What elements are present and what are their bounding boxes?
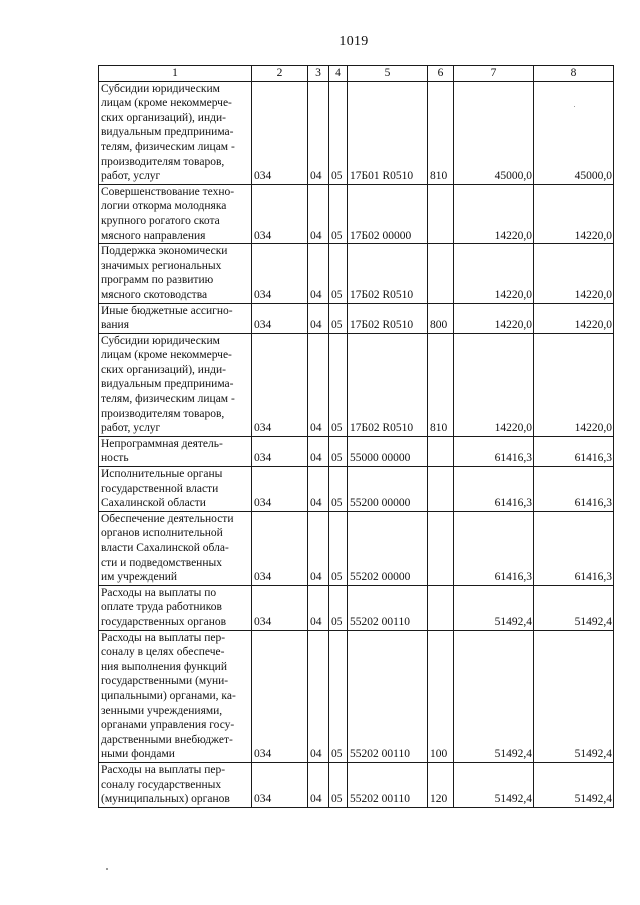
row-name-line: (муниципальных) органов [101,793,230,806]
row-name-cell [99,303,252,333]
section-code-cell: 04 [308,184,329,243]
row-name-line: значимых региональных [101,259,222,272]
target-article-cell: 55202 00110 [348,585,428,630]
amount-total-cell: 14220,0 [534,303,614,333]
ministry-code-cell: 034 [252,303,308,333]
row-name-line: Совершенствование техно- [101,185,235,198]
table-row [99,436,614,466]
amount-cell: 14220,0 [454,303,534,333]
section-code-cell: 04 [308,511,329,585]
target-article-cell: 55202 00000 [348,511,428,585]
row-name-line: Непрограммная деятель- [101,437,223,450]
row-name-line: работ, услуг [101,170,161,183]
table-row [99,467,614,512]
row-name-cell [99,762,252,807]
table-body [99,81,614,807]
expense-type-cell [428,467,454,512]
target-article-cell: 17Б02 R0510 [348,303,428,333]
table-row [99,630,614,762]
ministry-code-cell: 034 [252,467,308,512]
table-row [99,81,614,184]
row-name-line: Сахалинской области [101,497,206,510]
target-article-cell: 17Б02 R0510 [348,244,428,303]
ministry-code-cell: 034 [252,511,308,585]
amount-total-cell: 14220,0 [534,184,614,243]
subsection-code-cell: 05 [329,436,348,466]
table-row [99,303,614,333]
amount-cell: 14220,0 [454,184,534,243]
row-name-line: соналу в целях обеспече- [101,646,225,659]
row-name-line: органами управления госу- [101,719,235,732]
target-article-cell: 55202 00110 [348,762,428,807]
page-number: 1019 [339,34,369,49]
row-name-line: ских организаций), инди- [101,363,226,376]
target-article-cell: 55000 00000 [348,436,428,466]
amount-cell: 45000,0 [454,81,534,184]
row-name-cell [99,630,252,762]
amount-cell: 61416,3 [454,467,534,512]
column-header-3: 3 [308,66,329,82]
row-name-line: программ по развитию [101,274,214,287]
row-name-line: работ, услуг [101,422,161,435]
ministry-code-cell: 034 [252,585,308,630]
subsection-code-cell: 05 [329,585,348,630]
row-name-line: ципальными) органами, ка- [101,689,236,702]
scan-speck [106,868,108,870]
table-row [99,585,614,630]
target-article-cell: 17Б01 R0510 [348,81,428,184]
amount-total-cell: 51492,4 [534,585,614,630]
table-row [99,511,614,585]
row-name-line: Субсидии юридическим [101,82,220,95]
budget-table [98,65,614,808]
expense-type-cell: 810 [428,333,454,436]
row-name-cell [99,184,252,243]
ministry-code-cell: 034 [252,81,308,184]
ministry-code-cell: 034 [252,762,308,807]
header-row [99,66,614,82]
row-name-line: Обеспечение деятельности [101,512,234,525]
row-name-line: Расходы на выплаты пер- [101,631,226,644]
table-row [99,333,614,436]
amount-cell: 14220,0 [454,244,534,303]
table-row [99,184,614,243]
expense-type-cell [428,184,454,243]
row-name-line: государственными (муни- [101,675,229,688]
row-name-line: Иные бюджетные ассигно- [101,304,233,317]
subsection-code-cell: 05 [329,333,348,436]
ministry-code-cell: 034 [252,244,308,303]
subsection-code-cell: 05 [329,244,348,303]
row-name-line: логии откорма молодняка [101,200,227,213]
section-code-cell: 04 [308,762,329,807]
amount-cell: 51492,4 [454,585,534,630]
row-name-line: мясного направления [101,229,206,242]
section-code-cell: 04 [308,244,329,303]
row-name-line: государственной власти [101,482,219,495]
amount-total-cell: 45000,0 [534,81,614,184]
amount-total-cell: 14220,0 [534,333,614,436]
target-article-cell: 17Б02 00000 [348,184,428,243]
section-code-cell: 04 [308,630,329,762]
amount-cell: 51492,4 [454,630,534,762]
column-header-4: 4 [329,66,348,82]
row-name-line: Субсидии юридическим [101,334,220,347]
row-name-line: производителям товаров, [101,155,225,168]
row-name-cell [99,511,252,585]
row-name-line: дарственными внебюджет- [101,733,233,746]
amount-total-cell: 61416,3 [534,467,614,512]
row-name-line: крупного рогатого скота [101,214,220,227]
row-name-line: органов исполнительной [101,527,223,540]
scan-speck [574,106,575,107]
section-code-cell: 04 [308,467,329,512]
expense-type-cell: 120 [428,762,454,807]
row-name-line: ских организаций), инди- [101,111,226,124]
expense-type-cell [428,511,454,585]
table-row [99,762,614,807]
column-header-5: 5 [348,66,428,82]
amount-cell: 14220,0 [454,333,534,436]
subsection-code-cell: 05 [329,81,348,184]
row-name-line: Поддержка экономически [101,245,228,258]
row-name-line: оплате труда работников [101,601,222,614]
row-name-line: Расходы на выплаты пер- [101,763,226,776]
section-code-cell: 04 [308,585,329,630]
subsection-code-cell: 05 [329,184,348,243]
subsection-code-cell: 05 [329,511,348,585]
row-name-line: видуальным предпринима- [101,126,234,139]
row-name-line: телям, физическим лицам - [101,393,235,406]
column-header-7: 7 [454,66,534,82]
row-name-line: производителям товаров, [101,407,225,420]
expense-type-cell: 100 [428,630,454,762]
target-article-cell: 55202 00110 [348,630,428,762]
row-name-cell [99,436,252,466]
row-name-line: государственных органов [101,615,227,628]
target-article-cell: 55200 00000 [348,467,428,512]
expense-type-cell: 800 [428,303,454,333]
subsection-code-cell: 05 [329,630,348,762]
section-code-cell: 04 [308,81,329,184]
subsection-code-cell: 05 [329,467,348,512]
amount-total-cell: 51492,4 [534,630,614,762]
amount-total-cell: 14220,0 [534,244,614,303]
ministry-code-cell: 034 [252,184,308,243]
amount-cell: 61416,3 [454,511,534,585]
section-code-cell: 04 [308,436,329,466]
row-name-cell [99,81,252,184]
target-article-cell: 17Б02 R0510 [348,333,428,436]
section-code-cell: 04 [308,333,329,436]
expense-type-cell [428,585,454,630]
row-name-line: соналу государственных [101,778,222,791]
row-name-cell [99,244,252,303]
row-name-line: лицам (кроме некоммерче- [101,349,232,362]
row-name-line: лицам (кроме некоммерче- [101,97,232,110]
row-name-line: Исполнительные органы [101,468,223,481]
row-name-line: телям, физическим лицам - [101,140,235,153]
ministry-code-cell: 034 [252,333,308,436]
column-header-8: 8 [534,66,614,82]
row-name-line: Расходы на выплаты по [101,586,217,599]
row-name-cell [99,333,252,436]
table-row [99,244,614,303]
row-name-line: зенными учреждениями, [101,704,223,717]
amount-cell: 51492,4 [454,762,534,807]
row-name-line: ными фондами [101,748,175,761]
row-name-line: сти и подведомственных [101,556,222,569]
amount-cell: 61416,3 [454,436,534,466]
row-name-cell [99,467,252,512]
row-name-line: им учреждений [101,571,178,584]
column-header-6: 6 [428,66,454,82]
row-name-cell [99,585,252,630]
expense-type-cell [428,436,454,466]
row-name-line: власти Сахалинской обла- [101,542,229,554]
amount-total-cell: 61416,3 [534,511,614,585]
expense-type-cell: 810 [428,81,454,184]
row-name-line: ность [101,452,129,465]
subsection-code-cell: 05 [329,303,348,333]
ministry-code-cell: 034 [252,630,308,762]
expense-type-cell [428,244,454,303]
row-name-line: ния выполнения функций [101,660,227,673]
amount-total-cell: 51492,4 [534,762,614,807]
column-header-1: 1 [99,66,252,82]
ministry-code-cell: 034 [252,436,308,466]
row-name-line: мясного скотоводства [101,288,208,301]
amount-total-cell: 61416,3 [534,436,614,466]
row-name-line: вания [101,319,129,332]
column-header-2: 2 [252,66,308,82]
section-code-cell: 04 [308,303,329,333]
subsection-code-cell: 05 [329,762,348,807]
row-name-line: видуальным предпринима- [101,378,234,391]
